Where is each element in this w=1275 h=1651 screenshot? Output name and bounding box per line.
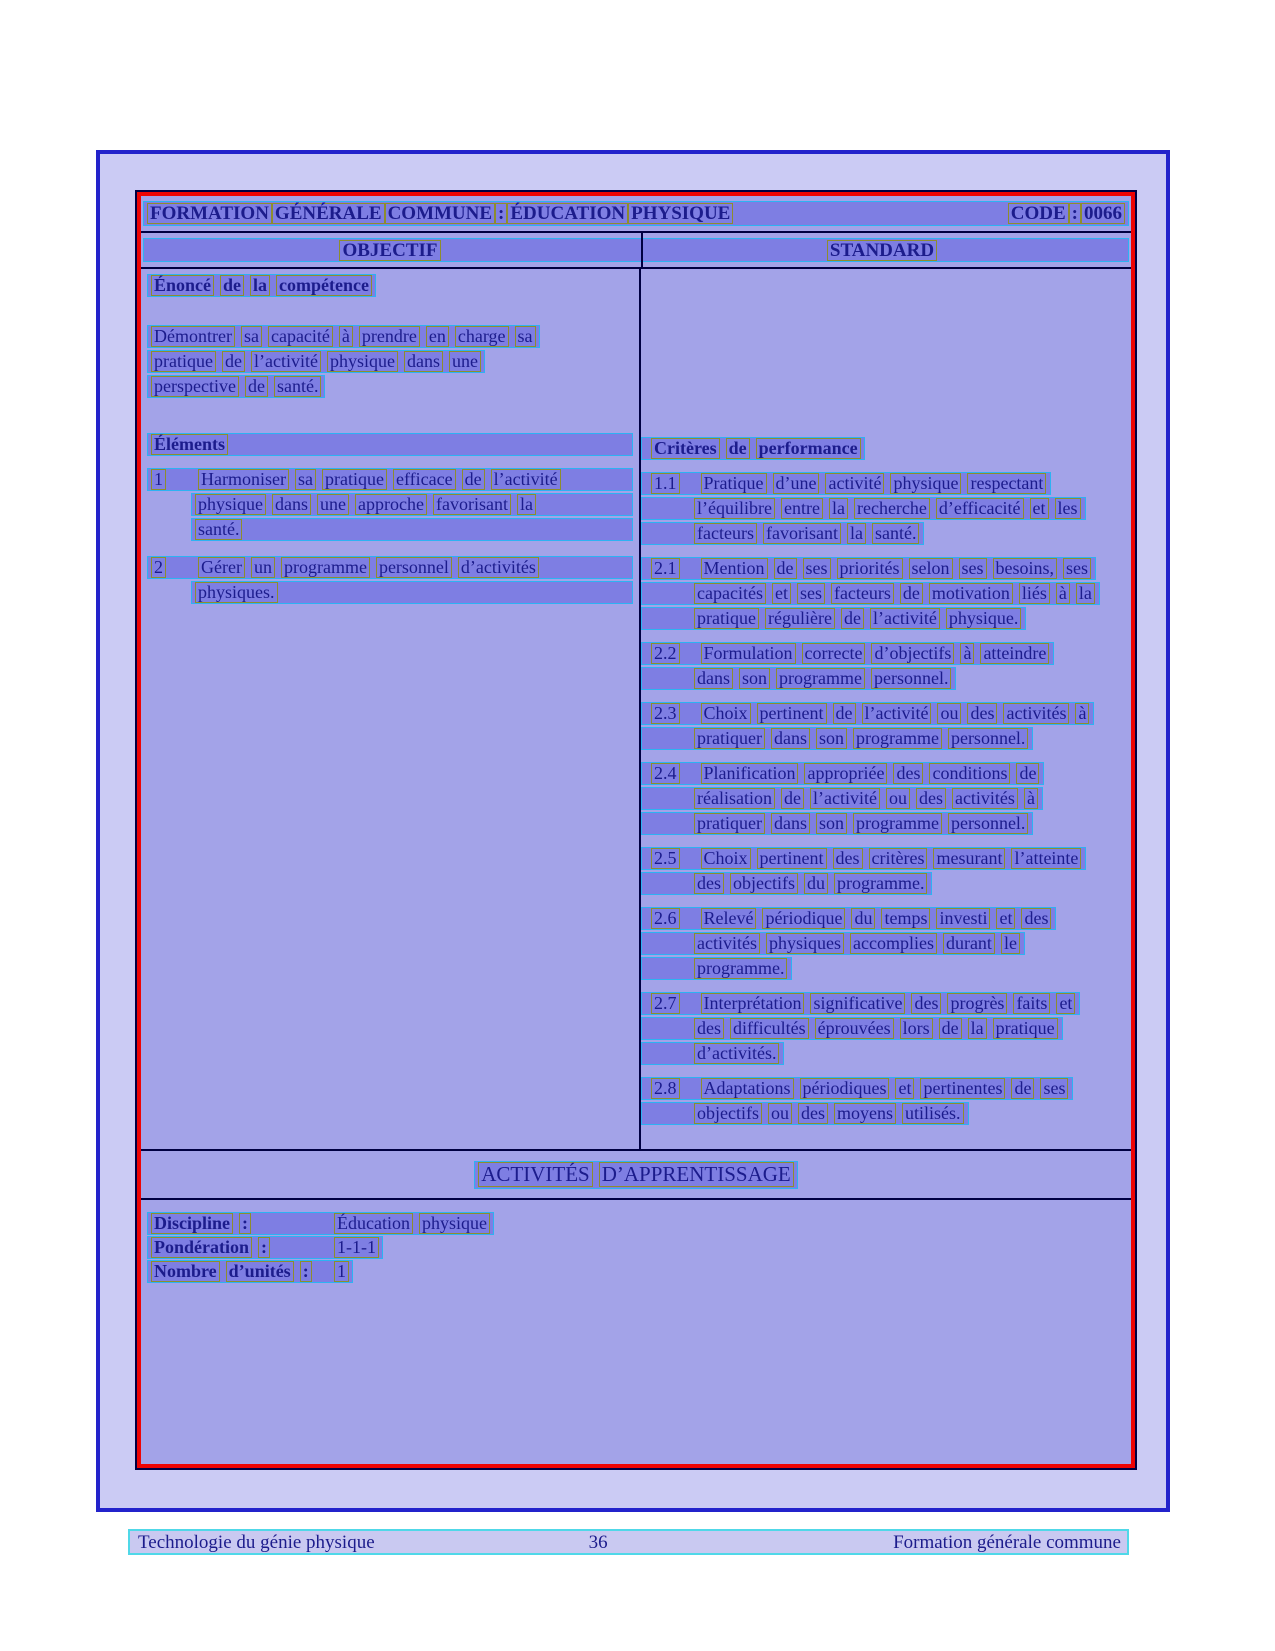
text-line	[641, 847, 1086, 870]
competency-spec-table-inner	[137, 192, 1135, 1468]
word-box: ses	[803, 558, 831, 579]
word-box: approche	[355, 494, 427, 515]
detail-label	[151, 1213, 328, 1234]
word-box: à	[960, 643, 974, 664]
list-item	[147, 556, 639, 604]
item-number: 2	[151, 557, 166, 578]
word-box: lors	[900, 1018, 933, 1039]
word-box: ACTIVITÉS	[478, 1162, 593, 1187]
list-item	[641, 992, 1131, 1065]
text-line	[641, 932, 1025, 955]
list-item	[641, 907, 1131, 980]
detail-value	[334, 1213, 490, 1234]
word-box: la	[517, 494, 536, 515]
list-item	[641, 1077, 1131, 1125]
list-item	[641, 847, 1131, 895]
word-box: en	[426, 326, 449, 347]
word-box: d’activités.	[694, 1043, 779, 1064]
competence-paragraph	[147, 325, 639, 398]
competency-spec-table	[135, 190, 1137, 1470]
word-box: son	[739, 668, 770, 689]
word-box: et	[1030, 498, 1049, 519]
word-box: programme	[853, 813, 942, 834]
word-box: l’équilibre	[694, 498, 775, 519]
text-line	[191, 581, 633, 604]
word-box: le	[1001, 933, 1020, 954]
word-box: ses	[1040, 1078, 1068, 1099]
word-box: pertinentes	[920, 1078, 1005, 1099]
word-box: Nombre	[151, 1261, 220, 1282]
word-box: ou	[768, 1103, 792, 1124]
word-box: de	[222, 351, 245, 372]
word-box: pratiquer	[694, 728, 765, 749]
word-box: la	[829, 498, 848, 519]
word-box: activités	[952, 788, 1018, 809]
word-box: activités	[694, 933, 760, 954]
detail-value	[334, 1237, 379, 1258]
word-box: facteurs	[831, 583, 894, 604]
word-box: mesurant	[933, 848, 1005, 869]
word-box: physique	[890, 473, 961, 494]
word-box: pratique	[993, 1018, 1058, 1039]
list-item	[641, 702, 1131, 750]
word-box: COMMUNE	[385, 203, 495, 224]
word-box: programme	[281, 557, 370, 578]
text-line	[641, 1102, 969, 1125]
word-box: utilisés.	[902, 1103, 964, 1124]
item-number: 2.4	[651, 763, 680, 784]
word-box: accomplies	[850, 933, 937, 954]
item-number: 1.1	[651, 473, 680, 494]
word-box: respectant	[967, 473, 1046, 494]
word-box: dans	[404, 351, 443, 372]
word-box: favorisant	[433, 494, 511, 515]
word-box: l’activité	[810, 788, 880, 809]
word-box: favorisant	[763, 523, 841, 544]
word-box: de	[1016, 763, 1039, 784]
word-box: de	[220, 275, 244, 296]
column-headers-line	[143, 238, 1129, 262]
word-box: d’activités	[458, 557, 539, 578]
text-line	[641, 727, 1033, 750]
detail-label	[151, 1237, 328, 1258]
text-line	[641, 702, 1094, 725]
text-line	[641, 642, 1054, 665]
word-box: appropriée	[804, 763, 887, 784]
word-box: progrès	[947, 993, 1007, 1014]
word-box: Adaptations	[701, 1078, 794, 1099]
word-box: des	[893, 763, 923, 784]
word-box: physique.	[946, 608, 1022, 629]
word-box: des	[967, 703, 997, 724]
word-box: des	[1021, 908, 1051, 929]
word-box: santé.	[274, 376, 321, 397]
table-header-row	[141, 196, 1131, 233]
word-box: du	[804, 873, 828, 894]
word-box: des	[798, 1103, 828, 1124]
text-line	[641, 762, 1044, 785]
objectif-header	[144, 240, 636, 261]
word-box: Éducation	[334, 1213, 413, 1234]
word-box: Choix	[701, 703, 751, 724]
word-box: et	[895, 1078, 914, 1099]
word-box: 0066	[1081, 203, 1125, 224]
text-line	[641, 872, 932, 895]
word-box: à	[1056, 583, 1070, 604]
word-box: capacités	[694, 583, 766, 604]
word-box: moyens	[834, 1103, 896, 1124]
word-box: Harmoniser	[198, 469, 289, 490]
word-box: programme	[776, 668, 865, 689]
word-box: réalisation	[694, 788, 775, 809]
text-line	[641, 667, 956, 690]
document-page-panel	[96, 150, 1170, 1512]
elements-heading	[147, 433, 633, 456]
word-box: Interprétation	[701, 993, 805, 1014]
word-box: Relevé	[701, 908, 757, 929]
word-box: d’unités	[226, 1261, 294, 1282]
word-box: de	[900, 583, 923, 604]
word-box: d’efficacité	[936, 498, 1024, 519]
item-number: 2.6	[651, 908, 680, 929]
word-box: Démontrer	[151, 326, 235, 347]
text-line	[641, 957, 792, 980]
text-line	[641, 582, 1100, 605]
word-box: l’atteinte	[1011, 848, 1081, 869]
word-box: des	[833, 848, 863, 869]
text-line	[641, 557, 1096, 580]
column-headers-row	[141, 233, 1131, 269]
word-box: la	[847, 523, 866, 544]
text-line	[147, 375, 325, 398]
word-box: des	[694, 1018, 724, 1039]
standard-column	[641, 269, 1131, 1149]
word-box: pratique	[322, 469, 387, 490]
text-line	[147, 350, 485, 373]
word-box: santé.	[195, 519, 242, 540]
word-box: de	[833, 703, 856, 724]
word-box: sa	[295, 469, 316, 490]
word-box: et	[1056, 993, 1075, 1014]
word-box: Éléments	[151, 434, 228, 455]
word-box: 1	[334, 1261, 349, 1282]
details-section	[141, 1200, 1131, 1464]
objective-column	[141, 269, 641, 1149]
word-box: de	[774, 558, 797, 579]
word-box: physique	[327, 351, 398, 372]
word-box: éprouvées	[815, 1018, 894, 1039]
word-box: ses	[1063, 558, 1091, 579]
code-label	[1008, 203, 1125, 225]
word-box: une	[449, 351, 481, 372]
word-box: performance	[756, 438, 861, 459]
word-box: 1-1-1	[334, 1237, 379, 1258]
word-box: dans	[771, 728, 810, 749]
text-line	[147, 556, 633, 579]
text-line	[641, 607, 1026, 630]
word-box: efficace	[393, 469, 456, 490]
word-box: personnel.	[871, 668, 951, 689]
item-number: 2.5	[651, 848, 680, 869]
text-line	[641, 812, 1033, 835]
word-box: physiques	[766, 933, 844, 954]
word-box: un	[251, 557, 275, 578]
word-box: :	[495, 203, 507, 224]
word-box: son	[816, 728, 847, 749]
word-box: Choix	[701, 848, 751, 869]
word-box: la	[250, 275, 270, 296]
word-box: correcte	[802, 643, 866, 664]
text-line	[641, 992, 1080, 1015]
word-box: priorités	[837, 558, 903, 579]
word-box: de	[462, 469, 485, 490]
competence-heading	[147, 274, 376, 297]
text-line	[641, 1017, 1063, 1040]
word-box: objectifs	[694, 1103, 762, 1124]
word-box: périodique	[762, 908, 845, 929]
word-box: objectifs	[730, 873, 798, 894]
word-box: Mention	[701, 558, 768, 579]
word-box: STANDARD	[827, 240, 937, 261]
performance-heading	[641, 437, 865, 460]
item-number: 2.2	[651, 643, 680, 664]
word-box: de	[841, 608, 864, 629]
word-box: Discipline	[151, 1213, 233, 1234]
word-box: ses	[959, 558, 987, 579]
word-box: régulière	[765, 608, 835, 629]
word-box: ÉDUCATION	[507, 203, 628, 224]
word-box: PHYSIQUE	[628, 203, 733, 224]
page-number: 36	[588, 1532, 608, 1553]
word-box: sa	[515, 326, 536, 347]
word-box: D’APPRENTISSAGE	[599, 1162, 794, 1187]
word-box: du	[851, 908, 875, 929]
column-divider	[641, 233, 643, 267]
word-box: programme.	[834, 873, 927, 894]
header-line	[143, 201, 1129, 226]
word-box: Gérer	[198, 557, 245, 578]
word-box: d’une	[773, 473, 820, 494]
word-box: facteurs	[694, 523, 757, 544]
word-box: recherche	[854, 498, 930, 519]
word-box: CODE	[1008, 203, 1069, 224]
text-line	[147, 468, 633, 491]
objective-items-list	[147, 468, 639, 604]
word-box: d’objectifs	[871, 643, 954, 664]
word-box: périodiques	[800, 1078, 890, 1099]
list-item	[147, 468, 639, 541]
word-box: besoins,	[993, 558, 1058, 579]
list-item	[641, 472, 1131, 545]
word-box: ou	[937, 703, 961, 724]
word-box: ou	[886, 788, 910, 809]
text-line	[191, 518, 633, 541]
word-box: investi	[936, 908, 990, 929]
word-box: des	[694, 873, 724, 894]
word-box: temps	[881, 908, 930, 929]
word-box: liés	[1019, 583, 1050, 604]
word-box: conditions	[929, 763, 1010, 784]
item-number: 2.3	[651, 703, 680, 724]
word-box: entre	[781, 498, 823, 519]
word-box: une	[317, 494, 349, 515]
detail-row-discipline	[147, 1212, 494, 1235]
word-box: :	[239, 1213, 251, 1234]
list-item	[641, 642, 1131, 690]
text-line	[641, 522, 924, 545]
word-box: les	[1055, 498, 1081, 519]
word-box: des	[916, 788, 946, 809]
word-box: la	[968, 1018, 987, 1039]
text-line	[641, 787, 1043, 810]
word-box: Pratique	[701, 473, 767, 494]
footer-bar	[128, 1529, 1129, 1555]
word-box: personnel	[376, 557, 452, 578]
word-box: personnel.	[948, 728, 1028, 749]
page-title	[147, 203, 733, 225]
word-box: charge	[455, 326, 509, 347]
word-box: sa	[241, 326, 262, 347]
word-box: ses	[797, 583, 825, 604]
word-box: significative	[810, 993, 905, 1014]
word-box: pratique	[151, 351, 216, 372]
word-box: et	[772, 583, 791, 604]
word-box: à	[1024, 788, 1038, 809]
word-box: Critères	[651, 438, 720, 459]
text-line	[641, 497, 1086, 520]
word-box: Planification	[701, 763, 799, 784]
word-box: de	[1011, 1078, 1034, 1099]
word-box: atteindre	[980, 643, 1049, 664]
word-box: faits	[1013, 993, 1050, 1014]
word-box: l’activité	[491, 469, 561, 490]
word-box: GÉNÉRALE	[272, 203, 385, 224]
text-line	[641, 1042, 784, 1065]
word-box: Énoncé	[151, 275, 214, 296]
word-box: prendre	[359, 326, 420, 347]
word-box: activité	[825, 473, 884, 494]
list-item	[641, 762, 1131, 835]
detail-row-unites	[147, 1260, 353, 1283]
activities-title	[474, 1161, 798, 1189]
text-line	[641, 907, 1056, 930]
word-box: selon	[909, 558, 953, 579]
item-number: 1	[151, 469, 166, 490]
word-box: pratiquer	[694, 813, 765, 834]
word-box: physique	[419, 1213, 490, 1234]
standard-header	[636, 240, 1128, 261]
text-line	[641, 1077, 1073, 1100]
word-box: Pondération	[151, 1237, 252, 1258]
footer-left-text: Technologie du génie physique	[138, 1532, 375, 1553]
detail-row-ponderation	[147, 1236, 383, 1259]
word-box: personnel.	[948, 813, 1028, 834]
word-box: :	[258, 1237, 270, 1258]
word-box: pertinent	[757, 703, 827, 724]
word-box: capacité	[268, 326, 333, 347]
word-box: l’activité	[251, 351, 321, 372]
word-box: l’activité	[862, 703, 932, 724]
list-item	[641, 557, 1131, 630]
word-box: OBJECTIF	[339, 240, 440, 261]
word-box: la	[1076, 583, 1095, 604]
word-box: à	[1075, 703, 1089, 724]
activities-row	[141, 1151, 1131, 1200]
word-box: difficultés	[730, 1018, 809, 1039]
item-number: 2.1	[651, 558, 680, 579]
text-line	[191, 493, 633, 516]
text-line	[641, 472, 1051, 495]
detail-value	[334, 1261, 349, 1282]
word-box: critères	[869, 848, 928, 869]
word-box: de	[939, 1018, 962, 1039]
word-box: Formulation	[701, 643, 796, 664]
word-box: programme	[853, 728, 942, 749]
word-box: santé.	[872, 523, 919, 544]
item-number: 2.8	[651, 1078, 680, 1099]
word-box: son	[816, 813, 847, 834]
word-box: programme.	[694, 958, 787, 979]
word-box: dans	[771, 813, 810, 834]
word-box: dans	[272, 494, 311, 515]
word-box: pertinent	[757, 848, 827, 869]
detail-label	[151, 1261, 328, 1282]
word-box: de	[781, 788, 804, 809]
table-body-row	[141, 269, 1131, 1151]
word-box: l’activité	[870, 608, 940, 629]
word-box: dans	[694, 668, 733, 689]
text-line	[147, 325, 540, 348]
word-box: de	[245, 376, 268, 397]
word-box: perspective	[151, 376, 239, 397]
standard-items-list	[641, 472, 1131, 1125]
word-box: compétence	[276, 275, 372, 296]
word-box: de	[726, 438, 750, 459]
word-box: pratique	[694, 608, 759, 629]
word-box: à	[339, 326, 353, 347]
word-box: et	[996, 908, 1015, 929]
word-box: physiques.	[195, 582, 278, 603]
word-box: motivation	[929, 583, 1013, 604]
word-box: activités	[1003, 703, 1069, 724]
item-number: 2.7	[651, 993, 680, 1014]
footer-right-text: Formation générale commune	[893, 1532, 1121, 1553]
word-box: durant	[943, 933, 995, 954]
word-box: FORMATION	[147, 203, 272, 224]
word-box: physique	[195, 494, 266, 515]
word-box: :	[1069, 203, 1081, 224]
word-box: des	[911, 993, 941, 1014]
word-box: :	[300, 1261, 312, 1282]
